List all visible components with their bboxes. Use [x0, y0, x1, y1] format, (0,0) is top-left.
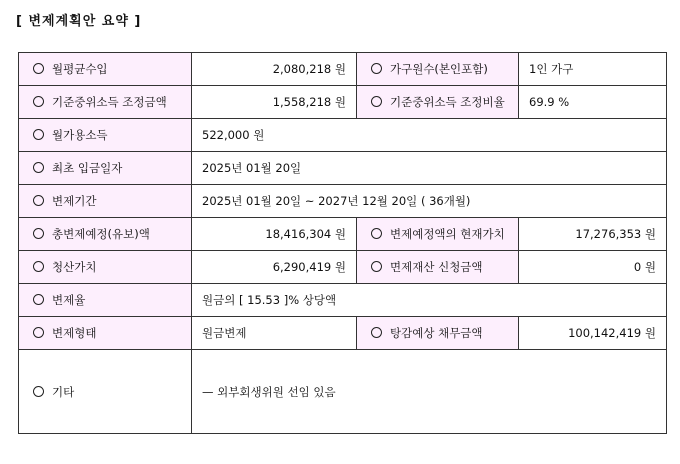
total-scheduled-label-cell — [19, 218, 192, 251]
monthly-disposable-value: 522,000 원 — [192, 119, 667, 152]
repayment-type-label: 변제형태 — [52, 326, 97, 340]
monthly-disposable-label-cell — [19, 119, 192, 152]
circle-bullet-icon — [33, 195, 44, 206]
liquidation-value-value: 6,290,419 원 — [192, 251, 357, 284]
repayment-rate-label: 변제율 — [52, 293, 86, 307]
circle-bullet-icon — [33, 294, 44, 305]
repayment-rate-value: 원금의 [ 15.53 ]% 상당액 — [192, 284, 667, 317]
exempt-property-label-cell — [357, 251, 519, 284]
repayment-period-value: 2025년 01월 20일 ~ 2027년 12월 20일 ( 36개월) — [192, 185, 667, 218]
repayment-summary-table — [18, 52, 667, 434]
table-row — [19, 317, 667, 350]
table-row — [19, 218, 667, 251]
first-payment-date-value: 2025년 01월 20일 — [192, 152, 667, 185]
circle-bullet-icon — [371, 261, 382, 272]
table-row — [19, 251, 667, 284]
table-row — [19, 86, 667, 119]
table-row — [19, 350, 667, 434]
adjusted-median-ratio-label: 기준중위소득 조정비율 — [390, 95, 505, 109]
exempt-property-label: 면제재산 신청금액 — [390, 260, 483, 274]
monthly-income-label-cell — [19, 53, 192, 86]
adjusted-median-income-label-cell — [19, 86, 192, 119]
present-value-label-cell — [357, 218, 519, 251]
present-value-value: 17,276,353 원 — [519, 218, 667, 251]
circle-bullet-icon — [33, 386, 44, 397]
expected-debt-label-cell — [357, 317, 519, 350]
circle-bullet-icon — [371, 96, 382, 107]
table-row — [19, 119, 667, 152]
first-payment-date-label: 최초 입금일자 — [52, 161, 123, 175]
total-scheduled-value: 18,416,304 원 — [192, 218, 357, 251]
other-value: — 외부회생위원 선임 있음 — [192, 350, 667, 434]
first-payment-date-label-cell — [19, 152, 192, 185]
table-row — [19, 185, 667, 218]
adjusted-median-income-label: 기준중위소득 조정금액 — [52, 95, 167, 109]
exempt-property-value: 0 원 — [519, 251, 667, 284]
adjusted-median-ratio-value: 69.9 % — [519, 86, 667, 119]
table-row — [19, 284, 667, 317]
circle-bullet-icon — [33, 96, 44, 107]
repayment-type-label-cell — [19, 317, 192, 350]
repayment-period-label-cell — [19, 185, 192, 218]
other-label-cell — [19, 350, 192, 434]
liquidation-value-label: 청산가치 — [52, 260, 97, 274]
circle-bullet-icon — [33, 63, 44, 74]
circle-bullet-icon — [33, 129, 44, 140]
household-size-label: 가구원수(본인포함) — [390, 62, 488, 76]
household-size-label-cell — [357, 53, 519, 86]
circle-bullet-icon — [33, 162, 44, 173]
total-scheduled-label: 총변제예정(유보)액 — [52, 227, 150, 241]
expected-debt-label: 탕감예상 채무금액 — [390, 326, 483, 340]
table-row — [19, 53, 667, 86]
adjusted-median-income-value: 1,558,218 원 — [192, 86, 357, 119]
expected-debt-value: 100,142,419 원 — [519, 317, 667, 350]
circle-bullet-icon — [33, 327, 44, 338]
repayment-period-label: 변제기간 — [52, 194, 97, 208]
liquidation-value-label-cell — [19, 251, 192, 284]
page-title: [ 변제계획안 요약 ] — [16, 14, 142, 29]
present-value-label: 변제예정액의 현재가치 — [390, 227, 505, 241]
circle-bullet-icon — [371, 63, 382, 74]
monthly-income-value: 2,080,218 원 — [192, 53, 357, 86]
circle-bullet-icon — [33, 261, 44, 272]
adjusted-median-ratio-label-cell — [357, 86, 519, 119]
household-size-value: 1인 가구 — [519, 53, 667, 86]
repayment-rate-label-cell — [19, 284, 192, 317]
monthly-disposable-label: 월가용소득 — [52, 128, 108, 142]
other-label: 기타 — [52, 384, 75, 399]
repayment-type-value: 원금변제 — [192, 317, 357, 350]
circle-bullet-icon — [371, 228, 382, 239]
table-row — [19, 152, 667, 185]
monthly-income-label: 월평균수입 — [52, 62, 108, 76]
circle-bullet-icon — [33, 228, 44, 239]
circle-bullet-icon — [371, 327, 382, 338]
